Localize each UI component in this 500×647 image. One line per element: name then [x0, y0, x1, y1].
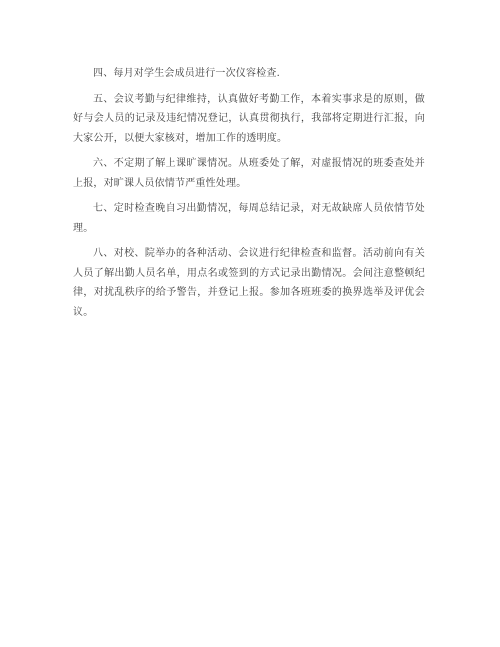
- document-body: [73, 64, 425, 328]
- paragraph-8: 八、对校、院举办的各种活动、会议进行纪律检查和监督。活动前向有关人员了解出勤人员名单，用点名或签到的方式记录出勤情况。会间注意整顿纪律，对扰乱秩序的给予警告，并登记上报。参加各班班委的换界选举及评优会议。: [73, 248, 425, 318]
- paragraph-7: 七、定时检查晚自习出勤情况，每周总结记录，对无故缺席人员依情节处理。: [73, 203, 425, 234]
- paragraph-4: 四、每月对学生会成员进行一次仪容检查.: [93, 68, 280, 79]
- paragraph-6: 六、不定期了解上课旷课情况。从班委处了解，对虚报情况的班委查处并上报，对旷课人员依情节严重性处理。: [73, 158, 425, 189]
- paragraph-5: 五、会议考勤与纪律维持，认真做好考勤工作，本着实事求是的原则，做好与会人员的记录及违纪情况登记，认真贯彻执行，我部将定期进行汇报，向大家公开，以便大家核对，增加工作的透明度。: [73, 93, 425, 144]
